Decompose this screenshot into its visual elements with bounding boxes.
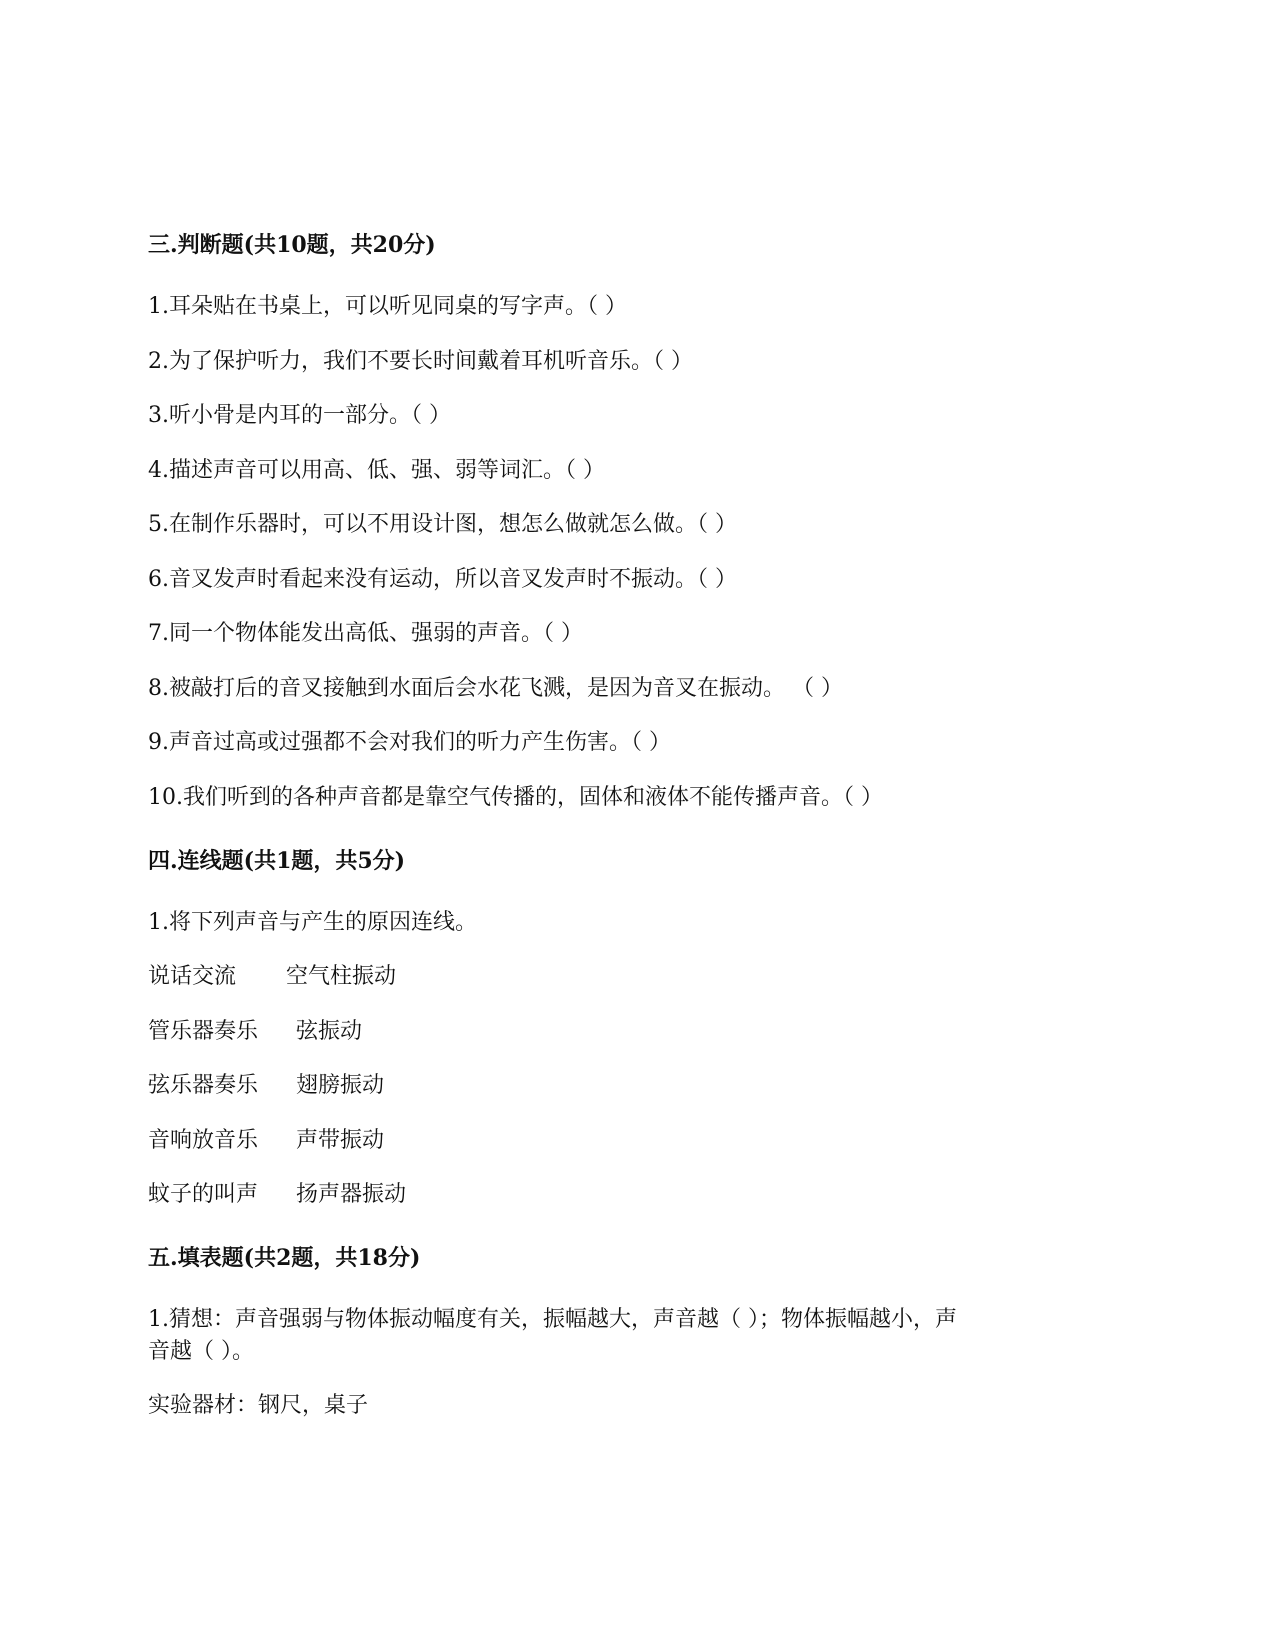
fill-question-line-1: 1.猜想：声音强弱与物体振动幅度有关，振幅越大，声音越（ ）；物体振幅越小，声 [148,1307,957,1332]
judgement-item-7: 7.同一个物体能发出高低、强弱的声音。（ ） [148,621,583,646]
matching-right-item: 扬声器振动 [296,1182,407,1207]
matching-left-item: 音响放音乐 [148,1128,259,1153]
section-4-heading: 四.连线题(共1题，共5分) [148,848,406,874]
judgement-item-9: 9.声音过高或过强都不会对我们的听力产生伤害。（ ） [148,730,671,755]
judgement-item-10: 10.我们听到的各种声音都是靠空气传播的，固体和液体不能传播声音。（ ） [148,785,883,810]
matching-row [148,1125,384,1157]
section-3-heading: 三.判断题(共10题，共20分) [148,232,436,258]
judgement-item-4: 4.描述声音可以用高、低、强、弱等词汇。（ ） [148,458,605,483]
matching-left-item: 蚊子的叫声 [148,1182,259,1207]
fill-question-line-2: 音越（ ）。 [148,1339,254,1364]
matching-left-item: 弦乐器奏乐 [148,1073,259,1098]
matching-right-item: 翅膀振动 [296,1073,385,1098]
matching-row [148,1016,362,1048]
matching-question: 1.将下列声音与产生的原因连线。 [148,910,477,935]
matching-right-item: 声带振动 [296,1128,385,1153]
matching-left-item: 管乐器奏乐 [148,1019,259,1044]
matching-row [148,1070,384,1102]
judgement-item-3: 3.听小骨是内耳的一部分。（ ） [148,403,451,428]
judgement-item-6: 6.音叉发声时看起来没有运动，所以音叉发声时不振动。（ ） [148,567,737,592]
judgement-item-1: 1.耳朵贴在书桌上，可以听见同桌的写字声。（ ） [148,294,627,319]
matching-right-item: 弦振动 [296,1019,363,1044]
judgement-item-2: 2.为了保护听力，我们不要长时间戴着耳机听音乐。（ ） [148,349,693,374]
matching-row [148,1179,406,1211]
matching-row [148,961,396,993]
matching-right-item: 空气柱振动 [286,964,397,989]
judgement-item-5: 5.在制作乐器时，可以不用设计图，想怎么做就怎么做。（ ） [148,512,737,537]
judgement-item-8: 8.被敲打后的音叉接触到水面后会水花飞溅，是因为音叉在振动。 （ ） [148,676,843,701]
section-5-heading: 五.填表题(共2题，共18分) [148,1245,421,1271]
experiment-materials: 实验器材：钢尺，桌子 [148,1393,369,1418]
matching-left-item: 说话交流 [148,964,237,989]
